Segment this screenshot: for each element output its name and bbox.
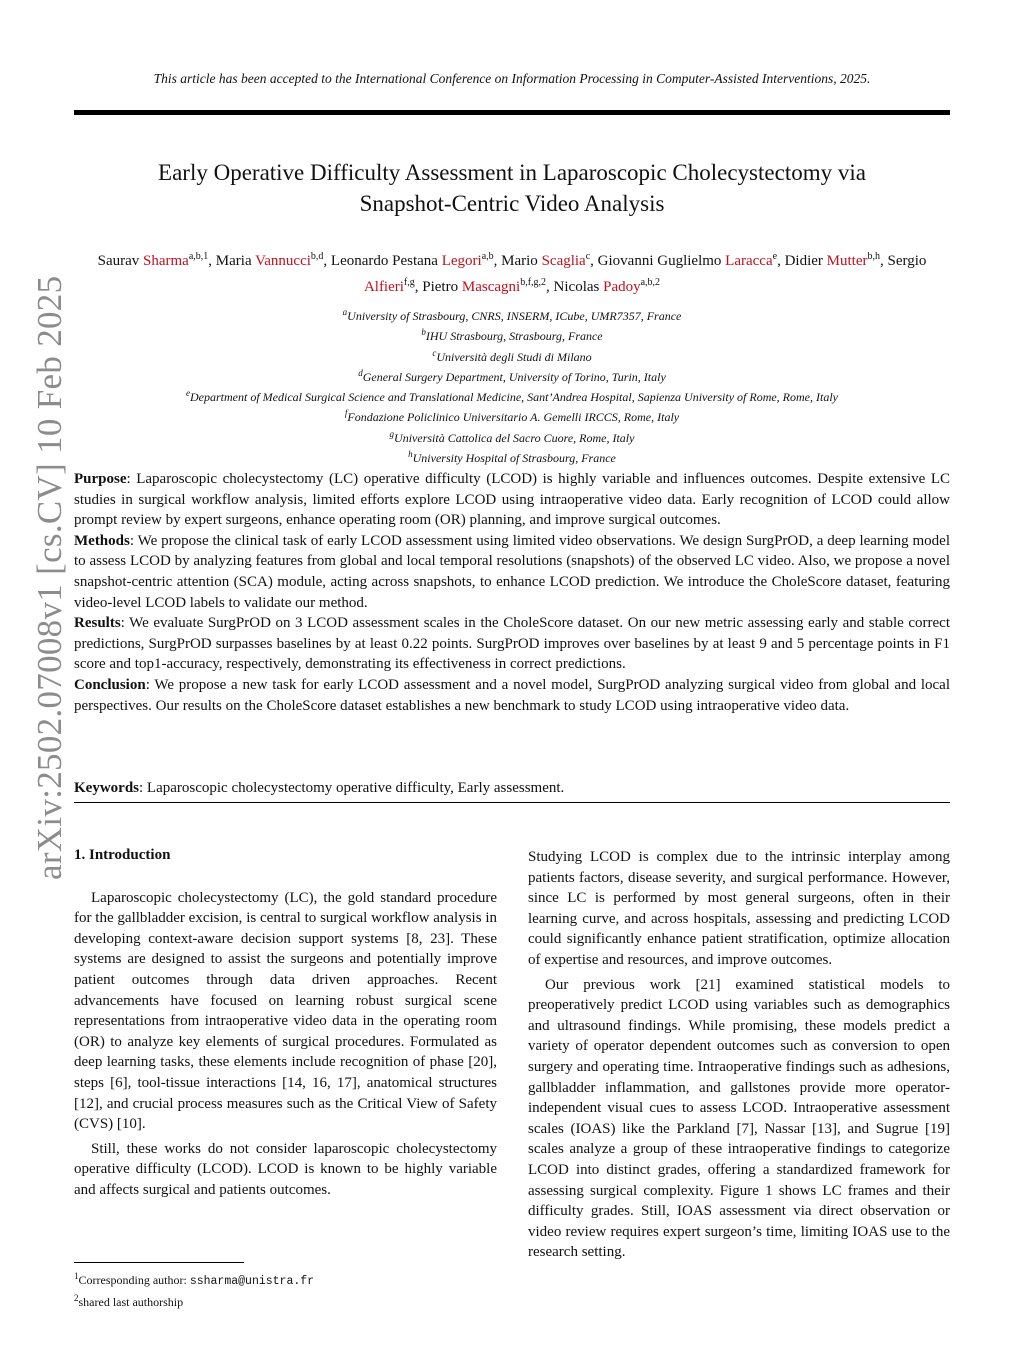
affiliation: $^c$Università degli Studi di Milano — [432, 347, 592, 364]
affiliation: $^g$Università Cattolica del Sacro Cuore, Rome, Italy — [389, 428, 635, 445]
email-link[interactable]: ssharma@unistra.fr — [189, 1275, 315, 1288]
author: Sergio Alfieri$^{f,g}$, — [363, 253, 927, 295]
author-link[interactable]: Padoy — [603, 279, 641, 295]
keywords: Keywords: Laparoscopic cholecystectomy operative difficulty, Early assessment. — [74, 780, 565, 796]
affiliation: $^a$University of Strasbourg, CNRS, INSERM, ICube, UMR7357, France — [342, 307, 682, 323]
footnotes — [74, 1268, 497, 1311]
abstract-results: Results: We evaluate SurgPrOD on 3 LCOD assessment scales in the CholeScore dataset. On our new metric assessing early and stable correct predictions, SurgPrOD surpasses baselines by at least 0.22 points. SurgPrOD improves over baselines by at least 9 and 5 percentage points in F1 score and top1-accuracy, respectively, demonstrating its effectiveness in correct predictions. — [74, 615, 950, 673]
affiliation-list — [74, 304, 950, 466]
footnote: $^2$shared last authorship — [74, 1293, 184, 1309]
author: Pietro Mascagni$^{b,f,g,2}$, — [422, 277, 554, 295]
affiliation: $^f$Fondazione Policlinico Universitario A. Gemelli IRCCS, Rome, Italy — [344, 408, 680, 425]
author: Giovanni Guglielmo Laracca$^e$, — [597, 251, 785, 269]
right-column — [528, 847, 950, 1263]
author-link[interactable]: Sharma — [143, 253, 189, 269]
footnote: $^1$Corresponding author: ssharma@unistra.fr — [74, 1271, 315, 1288]
body-paragraph: Laparoscopic cholecystectomy (LC), the gold standard procedure for the gallbladder excision, is central to surgical workflow analysis in developing context-aware decision support systems [8, 23]. These systems are designed to assist the surgeons and potentially improve patient outcomes through data driven approaches. Recent advancements have focused on learning robust surgical scene representations from intraoperative video data in the operating room (OR) to analyze key elements of surgical procedures. Formulated as deep learning tasks, these elements include recognition of phase [20], steps [6], tool-tissue interactions [14, 16, 17], anatomical structures [12], and crucial process measures such as the Critical View of Safety (CVS) [10]. — [74, 889, 497, 1133]
affiliation: $^e$Department of Medical Surgical Science and Translational Medicine, Sant’Andrea Hospital, Sapienza University of Rome, Rome, Italy — [186, 388, 838, 405]
left-column — [74, 845, 497, 1201]
author-link[interactable]: Scaglia — [541, 253, 586, 269]
author-link[interactable]: Mutter — [826, 253, 868, 269]
author: Saurav Sharma$^{a,b,1}$, — [97, 251, 216, 269]
abstract — [74, 469, 950, 716]
author-list — [74, 246, 950, 298]
header-rule — [74, 110, 950, 115]
title-line-1: Early Operative Difficulty Assessment in Laparoscopic Cholecystectomy via — [158, 160, 866, 185]
abstract-rule — [74, 802, 950, 803]
footnote-rule — [74, 1262, 244, 1263]
arxiv-identifier[interactable]: arXiv:2502.07008v1 [cs.CV] 10 Feb 2025 — [30, 275, 69, 880]
body-paragraph: Still, these works do not consider laparoscopic cholecystectomy operative difficulty (LCOD). LCOD is known to be highly variable and affects surgical and patients outcomes. — [74, 1140, 497, 1198]
abstract-conclusion: Conclusion: We propose a new task for early LCOD assessment and a novel model, SurgPrOD analyzing surgical video from global and local perspectives. Our results on the CholeScore dataset establishes a new benchmark to study LCOD using intraoperative video data. — [74, 676, 950, 714]
author: Maria Vannucci$^{b,d}$, — [215, 251, 331, 269]
author-link[interactable]: Vannucci — [255, 253, 311, 269]
section-heading: 1. Introduction — [74, 847, 171, 863]
author-link[interactable]: Mascagni — [461, 279, 521, 295]
affiliation: $^b$IHU Strasbourg, Strasbourg, France — [421, 327, 603, 344]
body-paragraph: Studying LCOD is complex due to the intrinsic interplay among patients factors, disease severity, and surgical performance. However, since LC is performed by most general surgeons, often in their learning curve, and across hospitals, assessing and predicting LCOD could significantly enhance patient stratification, optimize allocation of expertise and resources, and improve outcomes. — [528, 849, 950, 968]
author: Mario Scaglia$^c$, — [501, 251, 598, 269]
author: Nicolas Padoy$^{a,b,2}$ — [553, 277, 661, 295]
author-link[interactable]: Alfieri — [363, 279, 404, 295]
body-paragraph: Our previous work [21] examined statistical models to preoperatively predict LCOD using variables such as demographics and ultrasound findings. While promising, these models predict a variety of operator dependent outcomes such as conversion to open surgery and operating time. Intraoperative findings such as adhesions, gallbladder inflammation, and gallstones provide more operator-independent visual cues to assess LCOD. Intraoperative assessment scales (IOAS) like the Parkland [7], Nassar [13], and Sugrue [19] scales analyze a group of these intraoperative findings to categorize LCOD into distinct grades, offering a standardized framework for assessing surgical complexity. Figure 1 shows LC frames and their difficulty grades. Still, IOAS assessment via direct observation or video review requires expert surgeon’s time, limiting IOAS use to the research setting. — [528, 976, 950, 1261]
abstract-purpose: Purpose: Laparoscopic cholecystectomy (LC) operative difficulty (LCOD) is highly variable and influences outcomes. Despite extensive LC studies in surgical workflow analysis, limited efforts explore LCOD using intraoperative video data. Early recognition of LCOD could allow prompt review by expert surgeons, enhance operating room (OR) planning, and improve surgical outcomes. — [74, 471, 950, 529]
author-link[interactable]: Legori — [441, 253, 482, 269]
conference-note: This article has been accepted to the International Conference on Information Processing in Computer-Assisted Interventions, 2025. — [153, 71, 871, 86]
author: Didier Mutter$^{b,h}$, — [784, 251, 888, 269]
affiliation: $^d$General Surgery Department, University of Torino, Turin, Italy — [358, 367, 666, 384]
author: Leonardo Pestana Legori$^{a,b}$, — [330, 251, 502, 269]
abstract-methods: Methods: We propose the clinical task of early LCOD assessment using limited video observations. We design SurgPrOD, a deep learning model to assess LCOD by analyzing features from global and local temporal resolutions (snapshots) of the observed LC video. Also, we propose a novel snapshot-centric attention (SCA) module, acting across snapshots, to enhance LCOD prediction. We introduce the CholeScore dataset, featuring video-level LCOD labels to validate our method. — [74, 532, 950, 611]
author-link[interactable]: Laracca — [725, 253, 773, 269]
title-line-2: Snapshot-Centric Video Analysis — [359, 191, 665, 216]
affiliation: $^h$University Hospital of Strasbourg, France — [408, 449, 616, 466]
paper-title — [74, 157, 950, 219]
